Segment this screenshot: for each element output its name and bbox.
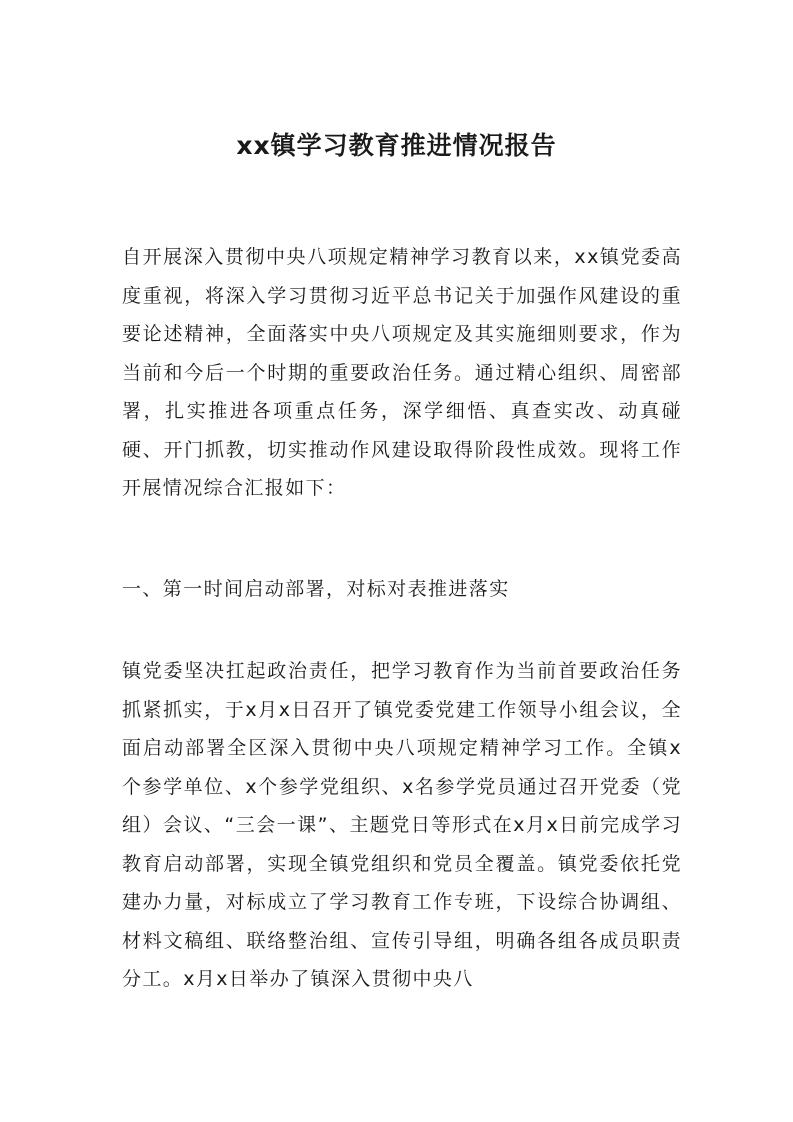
intro-paragraph: 自开展深入贯彻中央八项规定精神学习教育以来，xx镇党委高度重视，将深入学习贯彻习近平总书记关于加强作风建设的重要论述精神，全面落实中央八项规定及其实施细则要求，作为当前和今后一个时期的重要政治任务。通过精心组织、周密部署，扎实推进各项重点任务，深学细悟、真查实改、动真碰硬、开门抓教，切实推动作风建设取得阶段性成效。现将工作开展情况综合汇报如下： <box>122 246 682 499</box>
section-paragraph: 镇党委坚决扛起政治责任，把学习教育作为当前首要政治任务抓紧抓实，于x月x日召开了镇党委党建工作领导小组会议，全面启动部署全区深入贯彻中央八项规定精神学习工作。全镇x个参学单位、x个参学党组织、x名参学党员通过召开党委（党组）会议、“三会一课”、主题党日等形式在x月x日前完成学习教育启动部署，实现全镇党组织和党员全覆盖。镇党委依托党建办力量，对标成立了学习教育工作专班，下设综合协调组、材料文稿组、联络整治组、宣传引导组，明确各组各成员职责分工。x月x日举办了镇深入贯彻中央八 <box>122 660 682 990</box>
document-title: xx镇学习教育推进情况报告 <box>236 131 557 160</box>
section-heading: 一、第一时间启动部署，对标对表推进落实 <box>122 578 510 600</box>
